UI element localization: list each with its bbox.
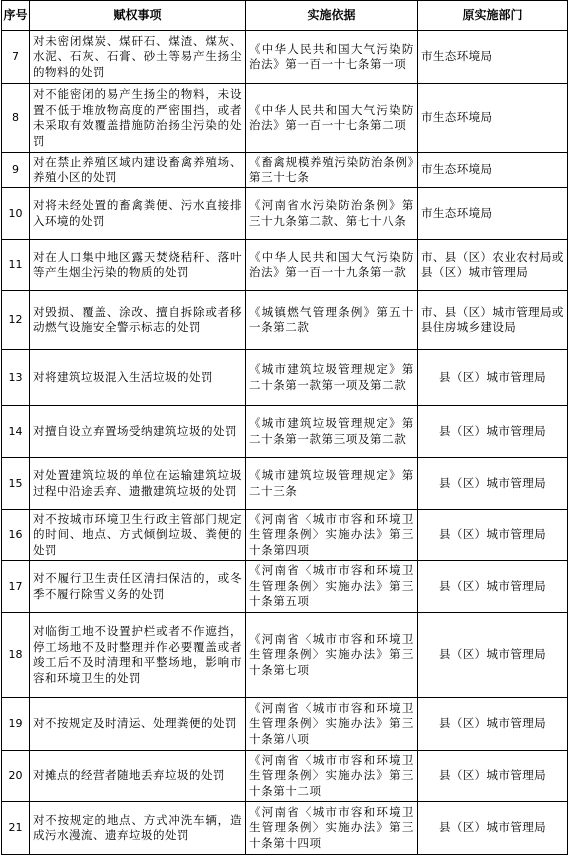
- row-dept: 县（区）城市管理局: [418, 613, 568, 698]
- header-matter: 赋权事项: [30, 1, 246, 31]
- row-basis: 《城镇燃气管理条例》第五十一条第二款: [246, 291, 418, 350]
- row-matter: 对将建筑垃圾混入生活垃圾的处罚: [30, 350, 246, 406]
- row-matter: 对不按城市环境卫生行政主管部门规定的时间、地点、方式倾倒垃圾、粪便的处罚: [30, 510, 246, 561]
- table-row: [2, 291, 568, 350]
- row-number: 15: [2, 458, 30, 510]
- row-dept: 县（区）城市管理局: [418, 510, 568, 561]
- table-row: [2, 240, 568, 291]
- row-matter: 对在人口集中地区露天焚烧秸秆、落叶等产生烟尘污染的物质的处罚: [30, 240, 246, 291]
- table-row: [2, 84, 568, 153]
- row-dept: 市生态环境局: [418, 84, 568, 153]
- row-number: 9: [2, 153, 30, 188]
- row-number: 13: [2, 350, 30, 406]
- row-matter: 对将未经处置的畜禽粪便、污水直接排入环境的处罚: [30, 188, 246, 240]
- row-basis: 《河南省〈城市市容和环境卫生管理条例〉实施办法》第三十条第五项: [246, 561, 418, 613]
- row-dept: 县（区）城市管理局: [418, 561, 568, 613]
- row-basis: 《中华人民共和国大气污染防治法》第一百一十九条第一款: [246, 240, 418, 291]
- header-seq: 序号: [2, 1, 30, 31]
- row-basis: 《河南省〈城市市容和环境卫生管理条例〉实施办法》第三十条第七项: [246, 613, 418, 698]
- row-basis: 《河南省水污染防治条例》第三十九条第二款、第七十八条: [246, 188, 418, 240]
- row-dept: 县（区）城市管理局: [418, 406, 568, 458]
- row-matter: 对不按规定及时清运、处理粪便的处罚: [30, 698, 246, 751]
- row-number: 17: [2, 561, 30, 613]
- row-dept: 县（区）城市管理局: [418, 751, 568, 802]
- row-number: 12: [2, 291, 30, 350]
- row-dept: 市生态环境局: [418, 188, 568, 240]
- row-basis: 《中华人民共和国大气污染防治法》第一百一十七条第一项: [246, 31, 418, 84]
- row-basis: 《河南省〈城市市容和环境卫生管理条例〉实施办法》第三十条第十四项: [246, 802, 418, 855]
- table-row: [2, 802, 568, 855]
- row-matter: 对不履行卫生责任区清扫保洁的，或冬季不履行除雪义务的处罚: [30, 561, 246, 613]
- row-matter: 对不能密闭的易产生扬尘的物料，未设置不低于堆放物高度的严密围挡，或者未采取有效覆盖措施防治扬尘污染的处罚: [30, 84, 246, 153]
- row-number: 20: [2, 751, 30, 802]
- row-dept: 县（区）城市管理局: [418, 350, 568, 406]
- row-matter: 对在禁止养殖区域内建设畜禽养殖场、养殖小区的处罚: [30, 153, 246, 188]
- row-matter: 对未密闭煤炭、煤矸石、煤渣、煤灰、水泥、石灰、石膏、砂土等易产生扬尘的物料的处罚: [30, 31, 246, 84]
- row-matter: 对毁损、覆盖、涂改、擅自拆除或者移动燃气设施安全警示标志的处罚: [30, 291, 246, 350]
- row-dept: 县（区）城市管理局: [418, 458, 568, 510]
- row-number: 7: [2, 31, 30, 84]
- table-row: [2, 510, 568, 561]
- table-row: [2, 613, 568, 698]
- table-row: [2, 458, 568, 510]
- table-row: [2, 751, 568, 802]
- table-row: [2, 350, 568, 406]
- row-basis: 《畜禽规模养殖污染防治条例》第三十七条: [246, 153, 418, 188]
- row-dept: 县（区）城市管理局: [418, 698, 568, 751]
- row-number: 10: [2, 188, 30, 240]
- row-dept: 市生态环境局: [418, 153, 568, 188]
- row-dept: 市、县（区）农业农村局或县（区）城市管理局: [418, 240, 568, 291]
- row-basis: 《河南省〈城市市容和环境卫生管理条例〉实施办法》第三十条第八项: [246, 698, 418, 751]
- row-basis: 《河南省〈城市市容和环境卫生管理条例〉实施办法》第三十条第十二项: [246, 751, 418, 802]
- table-row: [2, 153, 568, 188]
- row-matter: 对擅自设立弃置场受纳建筑垃圾的处罚: [30, 406, 246, 458]
- authorization-table: [1, 0, 568, 855]
- table-row: [2, 561, 568, 613]
- row-dept: 县（区）城市管理局: [418, 802, 568, 855]
- table-row: [2, 406, 568, 458]
- row-dept: 市、县（区）城市管理局或县住房城乡建设局: [418, 291, 568, 350]
- table-row: [2, 698, 568, 751]
- header-dept: 原实施部门: [418, 1, 568, 31]
- row-number: 16: [2, 510, 30, 561]
- row-dept: 市生态环境局: [418, 31, 568, 84]
- row-basis: 《城市建筑垃圾管理规定》第二十条第一款第一项及第二款: [246, 350, 418, 406]
- row-number: 8: [2, 84, 30, 153]
- header-basis: 实施依据: [246, 1, 418, 31]
- row-matter: 对不按规定的地点、方式冲洗车辆，造成污水漫流、遗弃垃圾的处罚: [30, 802, 246, 855]
- row-matter: 对临街工地不设置护栏或者不作遮挡，停工场地不及时整理并作必要覆盖或者竣工后不及时清理和平整场地，影响市容和环境卫生的处罚: [30, 613, 246, 698]
- table-row: [2, 31, 568, 84]
- row-number: 14: [2, 406, 30, 458]
- row-number: 18: [2, 613, 30, 698]
- row-number: 21: [2, 802, 30, 855]
- row-basis: 《城市建筑垃圾管理规定》第二十条第一款第三项及第二款: [246, 406, 418, 458]
- row-number: 19: [2, 698, 30, 751]
- row-matter: 对摊点的经营者随地丢弃垃圾的处罚: [30, 751, 246, 802]
- row-basis: 《河南省〈城市市容和环境卫生管理条例〉实施办法》第三十条第四项: [246, 510, 418, 561]
- row-basis: 《中华人民共和国大气污染防治法》第一百一十七条第二项: [246, 84, 418, 153]
- row-number: 11: [2, 240, 30, 291]
- row-basis: 《城市建筑垃圾管理规定》第二十三条: [246, 458, 418, 510]
- table-header-row: [2, 1, 568, 31]
- table-row: [2, 188, 568, 240]
- row-matter: 对处置建筑垃圾的单位在运输建筑垃圾过程中沿途丢弃、遗撒建筑垃圾的处罚: [30, 458, 246, 510]
